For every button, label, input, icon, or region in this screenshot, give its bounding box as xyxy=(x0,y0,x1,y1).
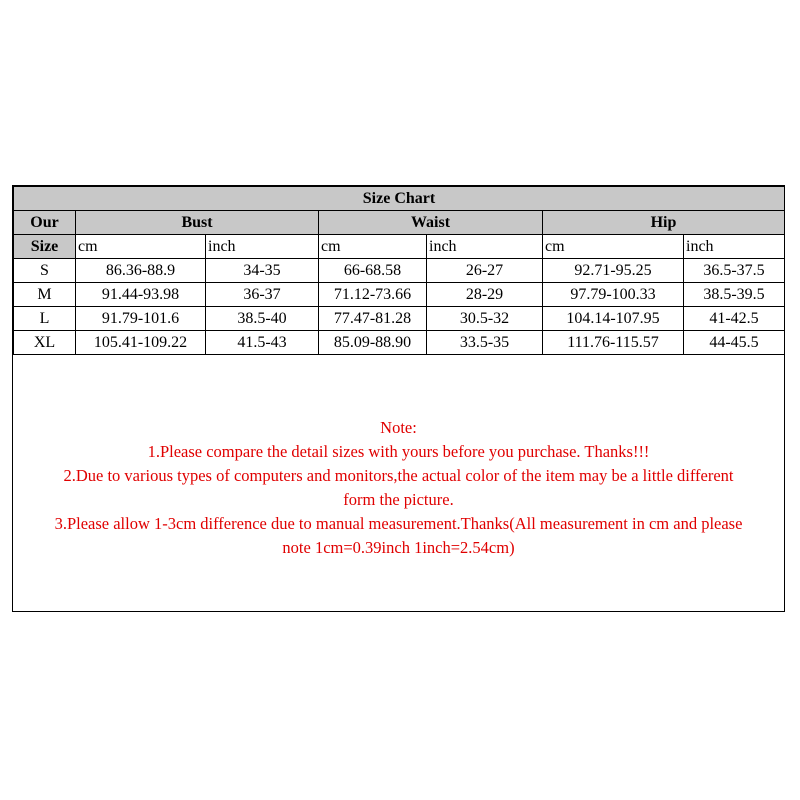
unit-header: inch xyxy=(206,235,319,259)
table-cell: 91.44-93.98 xyxy=(76,283,206,307)
notes-block xyxy=(13,416,784,560)
group-header-row xyxy=(14,211,785,235)
size-chart-table xyxy=(13,186,785,355)
size-header-top: Our xyxy=(14,211,76,235)
table-cell: 38.5-40 xyxy=(206,307,319,331)
table-cell: 77.47-81.28 xyxy=(319,307,427,331)
table-cell: 97.79-100.33 xyxy=(543,283,684,307)
table-cell: 104.14-107.95 xyxy=(543,307,684,331)
size-label: XL xyxy=(14,331,76,355)
note-line-3b: note 1cm=0.39inch 1inch=2.54cm) xyxy=(282,538,515,557)
group-header-waist: Waist xyxy=(319,211,543,235)
notes-heading: Note: xyxy=(380,418,417,437)
table-cell: 41-42.5 xyxy=(684,307,785,331)
table-cell: 38.5-39.5 xyxy=(684,283,785,307)
table-cell: 36.5-37.5 xyxy=(684,259,785,283)
size-header-bottom: Size xyxy=(14,235,76,259)
size-label: S xyxy=(14,259,76,283)
table-row xyxy=(14,307,785,331)
table-cell: 34-35 xyxy=(206,259,319,283)
size-chart-sheet xyxy=(12,185,785,612)
table-cell: 105.41-109.22 xyxy=(76,331,206,355)
size-label: L xyxy=(14,307,76,331)
unit-header: cm xyxy=(543,235,684,259)
unit-header: cm xyxy=(76,235,206,259)
table-cell: 92.71-95.25 xyxy=(543,259,684,283)
table-row xyxy=(14,283,785,307)
note-line-2b: form the picture. xyxy=(343,490,454,509)
group-header-bust: Bust xyxy=(76,211,319,235)
table-cell: 85.09-88.90 xyxy=(319,331,427,355)
table-cell: 41.5-43 xyxy=(206,331,319,355)
table-cell: 71.12-73.66 xyxy=(319,283,427,307)
table-cell: 111.76-115.57 xyxy=(543,331,684,355)
table-cell: 26-27 xyxy=(427,259,543,283)
unit-header: cm xyxy=(319,235,427,259)
table-cell: 30.5-32 xyxy=(427,307,543,331)
unit-header: inch xyxy=(427,235,543,259)
note-line-2a: 2.Due to various types of computers and monitors,the actual color of the item may be a little different xyxy=(63,466,734,485)
table-cell: 28-29 xyxy=(427,283,543,307)
size-label: M xyxy=(14,283,76,307)
table-cell: 33.5-35 xyxy=(427,331,543,355)
table-cell: 86.36-88.9 xyxy=(76,259,206,283)
unit-header: inch xyxy=(684,235,785,259)
table-row xyxy=(14,331,785,355)
table-cell: 36-37 xyxy=(206,283,319,307)
table-cell: 66-68.58 xyxy=(319,259,427,283)
note-line-1: 1.Please compare the detail sizes with yours before you purchase. Thanks!!! xyxy=(147,442,650,461)
title-row xyxy=(14,187,785,211)
table-row xyxy=(14,259,785,283)
group-header-hip: Hip xyxy=(543,211,785,235)
note-line-3a: 3.Please allow 1-3cm difference due to manual measurement.Thanks(All measurement in cm and please xyxy=(54,514,743,533)
table-cell: 91.79-101.6 xyxy=(76,307,206,331)
table-cell: 44-45.5 xyxy=(684,331,785,355)
table-title: Size Chart xyxy=(14,187,785,211)
unit-header-row xyxy=(14,235,785,259)
